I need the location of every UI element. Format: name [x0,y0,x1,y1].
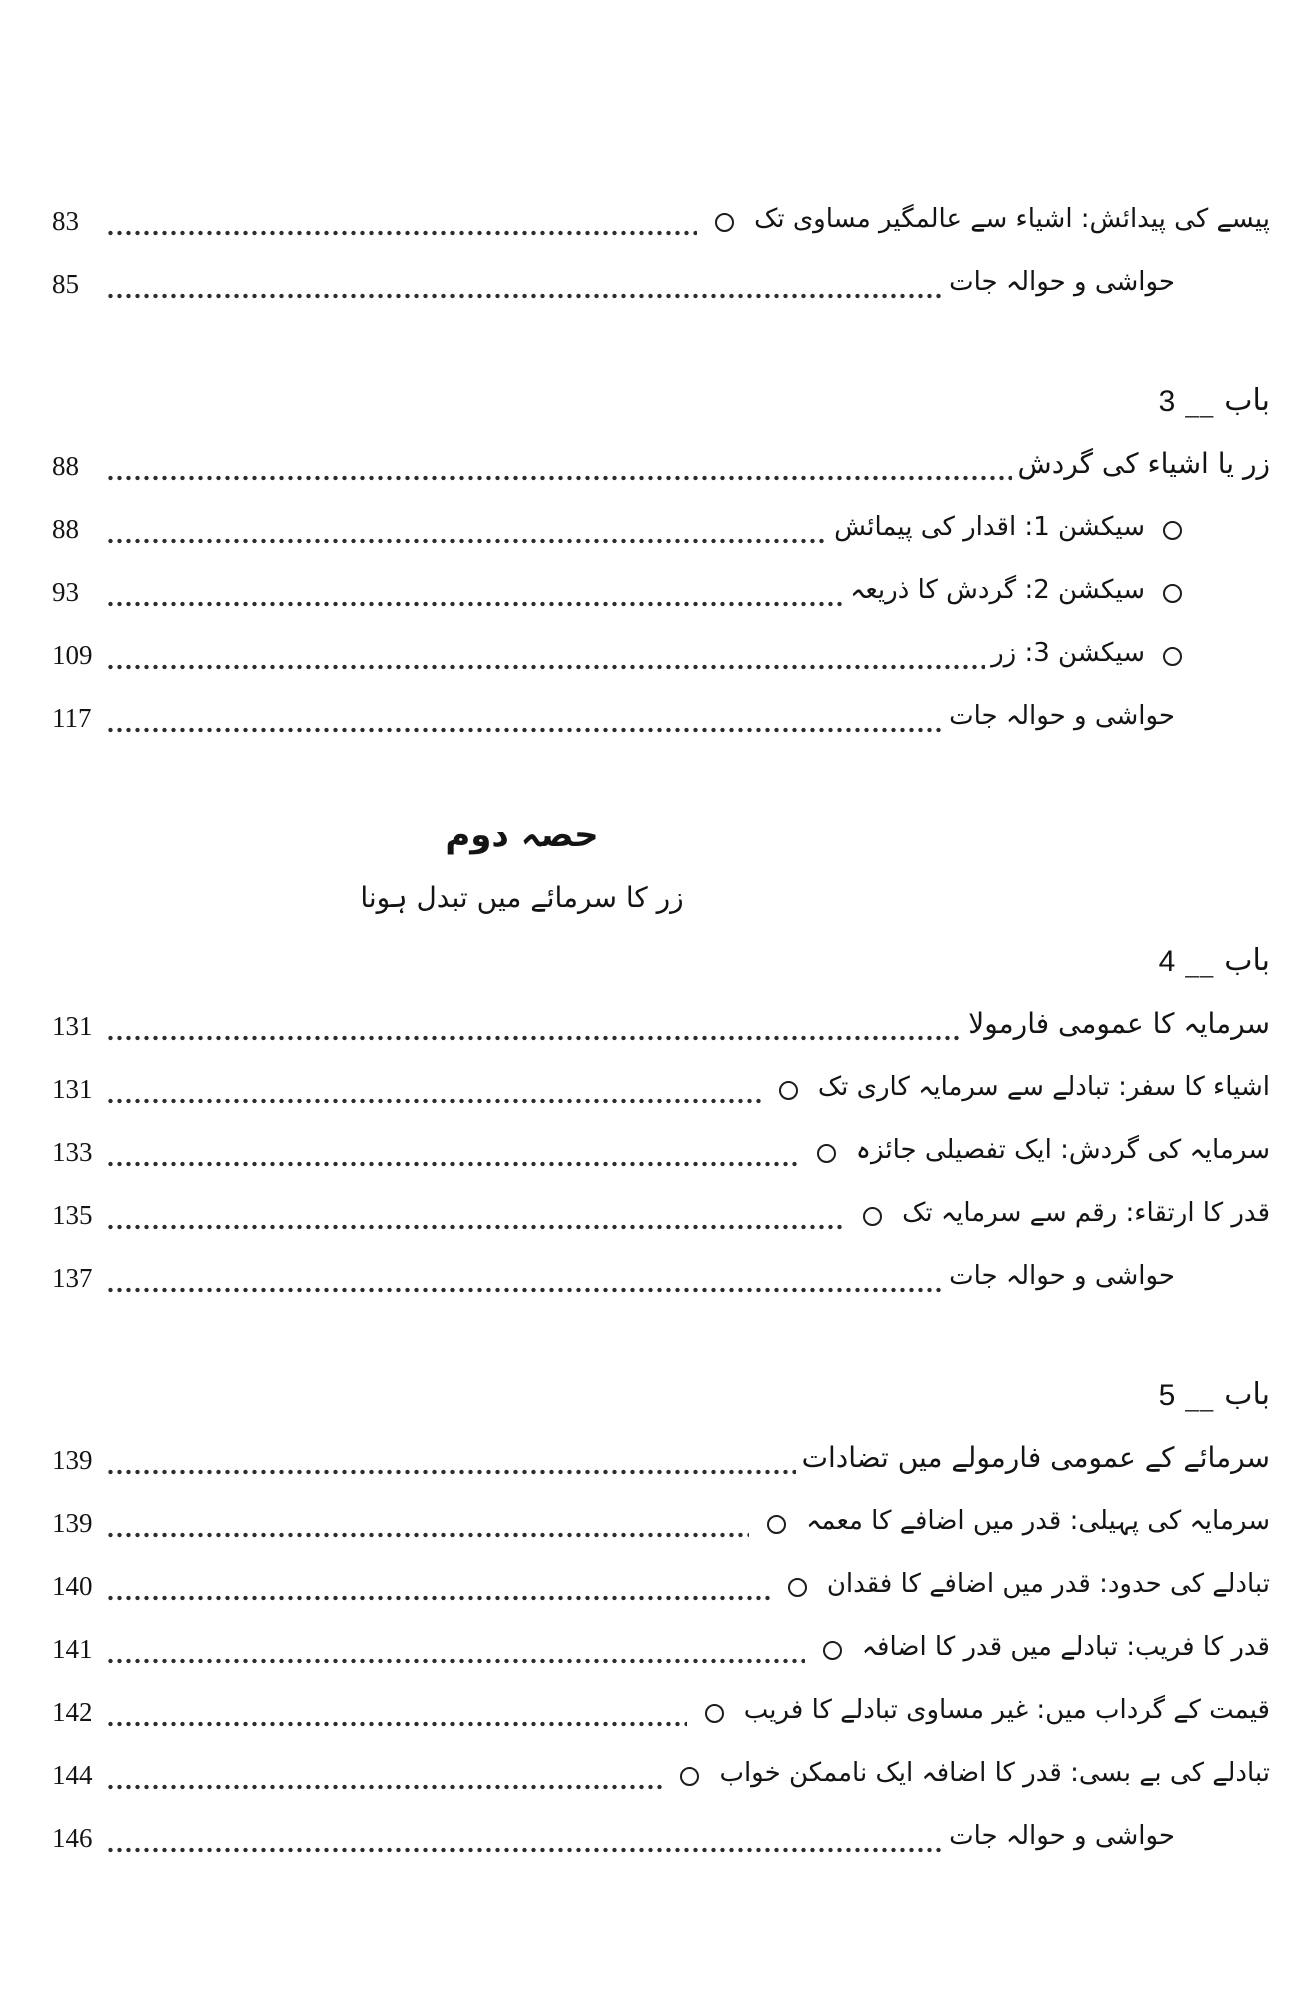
dotted-leader [106,1098,761,1104]
entry-title: اشیاء کا سفر: تبادلے سے سرمایہ کاری تک [817,1071,1270,1102]
dotted-leader [106,475,1012,481]
dotted-leader [106,664,985,670]
toc-entry-row[interactable] [52,1490,1270,1553]
entry-title: سرمایہ کی گردش: ایک تفصیلی جائزہ [855,1134,1270,1165]
chapter-heading [52,1364,1270,1427]
toc-entry-row[interactable] [52,1616,1270,1679]
page-number: 88 [52,514,79,544]
page-number: 83 [52,206,79,236]
chapter-heading [52,370,1270,433]
entry-title: تبادلے کی حدود: قدر میں اضافے کا فقدان [826,1568,1270,1599]
footnotes-entry-row[interactable] [52,251,1270,314]
entry-title: قدر کا ارتقاء: رقم سے سرمایہ تک [902,1197,1270,1228]
part-heading-text: حصہ دوم [445,814,599,855]
page-number: 141 [52,1634,93,1664]
entry-title: سرمایہ کا عمومی فارمولا [968,1007,1270,1041]
chapter-number: 3 [1158,384,1176,418]
chapter-number: 4 [1158,944,1176,978]
page-number: 109 [52,640,93,670]
toc-entry-row[interactable] [52,559,1270,622]
footnotes-entry-row[interactable] [52,685,1270,748]
entry-title: حواشی و حوالہ جات [949,700,1175,731]
bullet-circle-icon [1163,584,1182,603]
bullet-circle-icon [1163,647,1182,666]
page-number: 139 [52,1445,93,1475]
dotted-leader [106,1035,962,1041]
entry-title: سیکشن 2: گردش کا ذریعہ [850,574,1145,605]
chapter-heading [52,930,1270,993]
page-number: 142 [52,1697,93,1727]
entry-title: حواشی و حوالہ جات [949,266,1175,297]
toc-entry-row[interactable] [52,1119,1270,1182]
page-number: 144 [52,1760,93,1790]
chapter-label: باب [1224,1377,1270,1413]
chapter-separator: __ [1185,950,1215,980]
page-number: 146 [52,1823,93,1853]
entry-title: قیمت کے گرداب میں: غیر مساوی تبادلے کا فریب [743,1694,1270,1725]
part-subtitle-text: زر کا سرمائے میں تبدل ہونا [360,881,684,915]
page-number: 139 [52,1508,93,1538]
dotted-leader [106,727,943,733]
bullet-circle-icon [863,1207,882,1226]
toc-entry-row[interactable] [52,1742,1270,1805]
page-number: 131 [52,1074,93,1104]
chapter-separator: __ [1185,1384,1215,1414]
entry-title: سرمائے کے عمومی فارمولے میں تضادات [801,1441,1270,1475]
entry-title: حواشی و حوالہ جات [949,1820,1175,1851]
toc-entry-row[interactable] [52,1553,1270,1616]
dotted-leader [106,538,828,544]
toc-entry-row[interactable] [52,433,1270,496]
page-number: 140 [52,1571,93,1601]
dotted-leader [106,1161,799,1167]
toc-entry-row[interactable] [52,496,1270,559]
bullet-circle-icon [823,1641,842,1660]
dotted-leader [106,230,697,236]
bullet-circle-icon [817,1144,836,1163]
dotted-leader [106,1658,805,1664]
bullet-circle-icon [788,1578,807,1597]
page-number: 135 [52,1200,93,1230]
entry-title: تبادلے کی بے بسی: قدر کا اضافہ ایک ناممکن خواب [719,1757,1270,1788]
entry-title: پیسے کی پیدائش: اشیاء سے عالمگیر مساوی تک [754,203,1270,234]
entry-title: قدر کا فریب: تبادلے میں قدر کا اضافہ [861,1631,1270,1662]
chapter-label: باب [1224,383,1270,419]
bullet-circle-icon [767,1515,786,1534]
bullet-circle-icon [1163,521,1182,540]
page-number: 137 [52,1263,93,1293]
toc-entry-row[interactable] [52,188,1270,251]
part-subtitle [52,867,992,930]
toc-entry-row[interactable] [52,622,1270,685]
chapter-separator: __ [1185,390,1215,420]
footnotes-entry-row[interactable] [52,1245,1270,1308]
entry-title: سیکشن 1: اقدار کی پیمائش [834,511,1145,542]
bullet-circle-icon [779,1081,798,1100]
part-heading [52,804,992,867]
page-number: 88 [52,451,79,481]
dotted-leader [106,293,943,299]
bullet-circle-icon [680,1767,699,1786]
page-number: 131 [52,1011,93,1041]
dotted-leader [106,1721,687,1727]
page-number: 93 [52,577,79,607]
toc-rows [52,188,1270,1868]
entry-title: حواشی و حوالہ جات [949,1260,1175,1291]
dotted-leader [106,1287,943,1293]
dotted-leader [106,601,844,607]
toc-entry-row[interactable] [52,1182,1270,1245]
toc-entry-row[interactable] [52,1427,1270,1490]
bullet-circle-icon [715,213,734,232]
entry-title: زر یا اشیاء کی گردش [1017,447,1270,481]
page-number: 85 [52,269,79,299]
page-number: 117 [52,703,92,733]
entry-title: سیکشن 3: زر [991,637,1145,668]
dotted-leader [106,1469,796,1475]
page-number: 133 [52,1137,93,1167]
dotted-leader [106,1224,845,1230]
toc-entry-row[interactable] [52,993,1270,1056]
dotted-leader [106,1532,749,1538]
entry-title: سرمایہ کی پہیلی: قدر میں اضافے کا معمہ [806,1505,1270,1536]
bullet-circle-icon [705,1704,724,1723]
footnotes-entry-row[interactable] [52,1805,1270,1868]
toc-entry-row[interactable] [52,1056,1270,1119]
dotted-leader [106,1595,770,1601]
chapter-label: باب [1224,943,1270,979]
dotted-leader [106,1847,943,1853]
dotted-leader [106,1784,662,1790]
chapter-number: 5 [1158,1378,1176,1412]
toc-entry-row[interactable] [52,1679,1270,1742]
